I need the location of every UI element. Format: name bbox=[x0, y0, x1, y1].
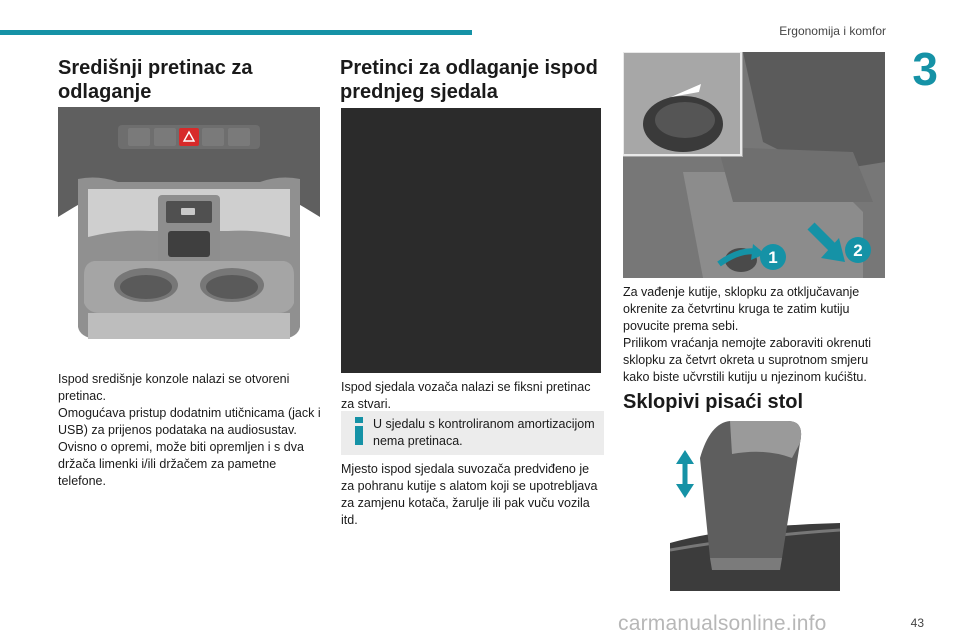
under-seat-image bbox=[341, 108, 601, 373]
info-note-text: U sjedalu s kontroliranom amortizacijom nema pretinaca. bbox=[373, 417, 595, 448]
callout-2: 2 bbox=[853, 241, 863, 260]
left-paragraph-3: Ovisno o opremi, može biti opremljen i s dva držača limenki i/ili držačem za pametne telefone. bbox=[58, 440, 304, 488]
chapter-number: 3 bbox=[912, 43, 938, 95]
right-text bbox=[623, 284, 878, 386]
middle-heading: Pretinci za odlaganje ispod prednjeg sjedala bbox=[340, 57, 598, 103]
left-paragraph-1: Ispod središnje konzole nalazi se otvoreni pretinac. bbox=[58, 372, 290, 403]
toolbox-removal-image bbox=[623, 52, 885, 278]
folding-desk-image bbox=[670, 418, 840, 591]
left-text bbox=[58, 371, 322, 490]
hazard-switch-icon bbox=[179, 128, 199, 146]
section-title: Ergonomija i komfor bbox=[779, 24, 886, 38]
center-console-image bbox=[58, 107, 320, 345]
callout-1: 1 bbox=[768, 248, 778, 267]
page-number: 43 bbox=[910, 616, 924, 630]
left-column bbox=[58, 56, 320, 104]
left-paragraph-2: Omogućava pristup dodatnim utičnicama (jack i USB) za prijenos podataka na audiosustav. bbox=[58, 406, 321, 437]
left-heading: Središnji pretinac za odlaganje bbox=[58, 57, 253, 103]
middle-paragraph-2: Mjesto ispod sjedala suvozača predviđeno je za pohranu kutije s alatom koji se upotrebljava za zamjenu kotača, žarulje ili pak vuču vozila itd. bbox=[341, 462, 598, 527]
watermark: carmanualsonline.info bbox=[618, 612, 827, 635]
middle-paragraph-1: Ispod sjedala vozača nalazi se fiksni pretinac za stvari. bbox=[341, 380, 591, 411]
right-paragraph-1: Za vađenje kutije, sklopku za otključavanje okrenite za četvrtinu kruga te zatim kutiju povucite prema sebi. bbox=[623, 285, 860, 333]
info-note bbox=[341, 411, 604, 455]
info-icon bbox=[351, 417, 367, 445]
right-heading: Sklopivi pisaći stol bbox=[623, 391, 804, 413]
middle-column bbox=[340, 56, 602, 104]
header-accent-bar bbox=[0, 30, 472, 35]
right-paragraph-2: Prilikom vraćanja nemojte zaboraviti okrenuti sklopku za četvrt okreta u suprotnom smjeru kako biste učvrstili kutiju u njezinom kućištu. bbox=[623, 336, 872, 384]
